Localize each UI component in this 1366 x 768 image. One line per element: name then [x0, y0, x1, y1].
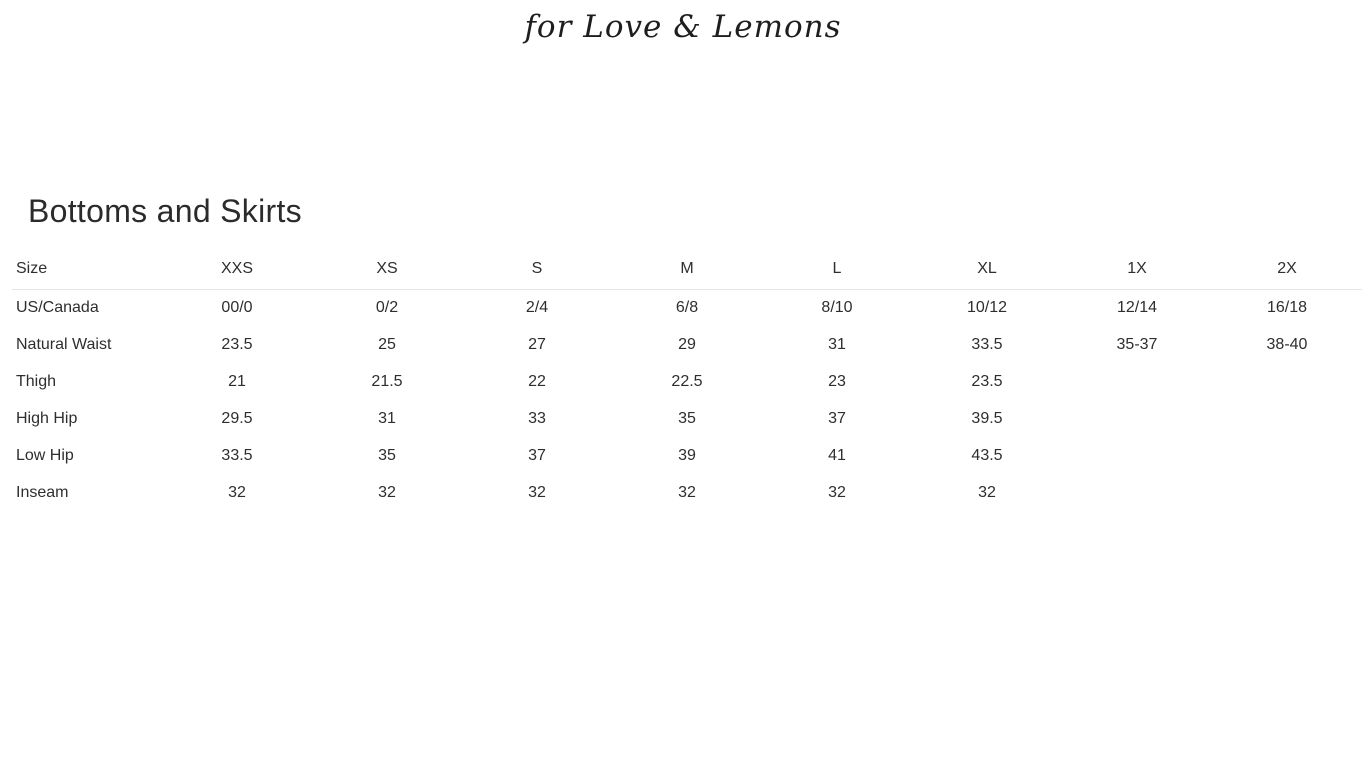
- cell-value: 29: [678, 335, 696, 353]
- cell-value: 31: [828, 335, 846, 353]
- cell-value: [1062, 400, 1212, 437]
- table-row-natural-waist: [12, 326, 1362, 363]
- cell-value: 37: [828, 409, 846, 427]
- cell-value: [1212, 363, 1362, 400]
- cell-value: 33.5: [221, 446, 253, 464]
- table-row-low-hip: [12, 437, 1362, 474]
- column-header-s: S: [462, 250, 612, 289]
- cell-value: [1212, 437, 1362, 474]
- table-row-inseam: [12, 474, 1362, 511]
- page-title: Bottoms and Skirts: [28, 193, 302, 229]
- cell-value: 2/4: [525, 298, 549, 316]
- cell-value: 38-40: [1266, 335, 1308, 353]
- row-label-low-hip: Low Hip: [16, 446, 74, 464]
- cell-value: [1062, 363, 1212, 400]
- cell-value: 32: [828, 483, 846, 501]
- cell-value: 21.5: [371, 372, 403, 390]
- cell-value: 29.5: [221, 409, 253, 427]
- cell-value: 32: [978, 483, 996, 501]
- cell-value: [1062, 437, 1212, 474]
- table-row-thigh: [12, 363, 1362, 400]
- cell-value: [1062, 474, 1212, 511]
- cell-value: 31: [378, 409, 396, 427]
- cell-value: 41: [828, 446, 846, 464]
- cell-value: 43.5: [971, 446, 1003, 464]
- cell-value: [1212, 474, 1362, 511]
- cell-value: 12/14: [1116, 298, 1158, 316]
- cell-value: 32: [378, 483, 396, 501]
- cell-value: 39.5: [971, 409, 1003, 427]
- size-chart-table: [12, 250, 1362, 511]
- column-header-l: L: [762, 250, 912, 289]
- cell-value: 25: [378, 335, 396, 353]
- column-header-xxs: XXS: [162, 250, 312, 289]
- cell-value: 6/8: [675, 298, 699, 316]
- table-row-us-canada: [12, 289, 1362, 326]
- cell-value: 33.5: [971, 335, 1003, 353]
- cell-value: 27: [528, 335, 546, 353]
- cell-value: 22.5: [671, 372, 703, 390]
- row-label-us-canada: US/Canada: [16, 298, 99, 316]
- cell-value: 32: [528, 483, 546, 501]
- column-header-2x: 2X: [1212, 250, 1362, 289]
- cell-value: 33: [528, 409, 546, 427]
- site-header: [0, 0, 1366, 48]
- cell-value: 23: [828, 372, 846, 390]
- cell-value: 32: [228, 483, 246, 501]
- row-label-inseam: Inseam: [16, 483, 69, 501]
- cell-value: 32: [678, 483, 696, 501]
- cell-value: 37: [528, 446, 546, 464]
- cell-value: 35: [378, 446, 396, 464]
- size-chart-header-row: [12, 250, 1362, 289]
- row-label-high-hip: High Hip: [16, 409, 78, 427]
- cell-value: [1212, 400, 1362, 437]
- cell-value: 35-37: [1116, 335, 1158, 353]
- column-header-xs: XS: [312, 250, 462, 289]
- cell-value: 21: [228, 372, 246, 390]
- cell-value: 39: [678, 446, 696, 464]
- cell-value: 23.5: [221, 335, 253, 353]
- cell-value: 35: [678, 409, 696, 427]
- cell-value: 0/2: [375, 298, 399, 316]
- row-label-thigh: Thigh: [16, 372, 57, 390]
- brand-logo[interactable]: for Love & Lemons: [524, 9, 842, 45]
- cell-value: 16/18: [1266, 298, 1308, 316]
- table-row-high-hip: [12, 400, 1362, 437]
- cell-value: 23.5: [971, 372, 1003, 390]
- row-label-natural-waist: Natural Waist: [16, 335, 112, 353]
- cell-value: 22: [528, 372, 546, 390]
- column-header-1x: 1X: [1062, 250, 1212, 289]
- column-header-size: Size: [12, 250, 162, 289]
- cell-value: 8/10: [821, 298, 853, 316]
- cell-value: 10/12: [966, 298, 1008, 316]
- column-header-xl: XL: [912, 250, 1062, 289]
- column-header-m: M: [612, 250, 762, 289]
- cell-value: 00/0: [221, 298, 253, 316]
